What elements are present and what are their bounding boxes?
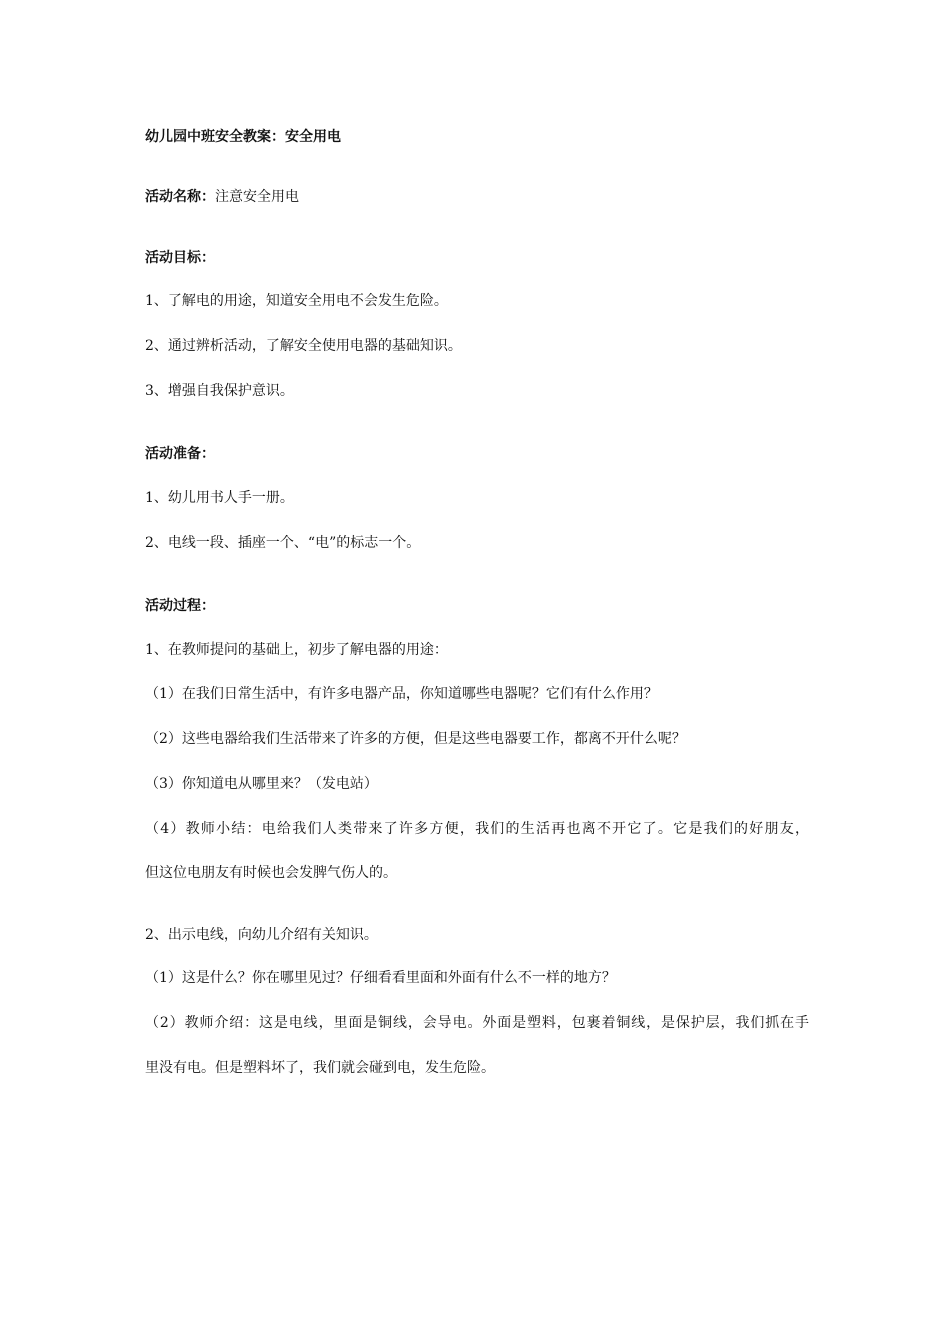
process-summary-continued: 但这位电朋友有时候也会发脾气伤人的。 — [145, 865, 397, 881]
goal-item: 3、增强自我保护意识。 — [145, 383, 294, 399]
prep-item: 2、电线一段、插座一个、“电”的标志一个。 — [145, 535, 421, 551]
process-question: （1）这是什么？你在哪里见过？仔细看看里面和外面有什么不一样的地方？ — [145, 970, 616, 986]
process-question: （2）这些电器给我们生活带来了许多的方便，但是这些电器要工作，都离不开什么呢？ — [145, 731, 686, 747]
process-question: （3）你知道电从哪里来？（发电站） — [145, 776, 378, 792]
prep-item: 1、幼儿用书人手一册。 — [145, 490, 294, 506]
process-step: 1、在教师提问的基础上，初步了解电器的用途： — [145, 642, 448, 658]
process-heading: 活动过程： — [145, 598, 215, 614]
process-introduction-continued: 里没有电。但是塑料坏了，我们就会碰到电，发生危险。 — [145, 1060, 495, 1076]
goals-heading: 活动目标： — [145, 250, 215, 266]
document-title: 幼儿园中班安全教案：安全用电 — [145, 129, 341, 145]
goal-item: 1、了解电的用途，知道安全用电不会发生危险。 — [145, 293, 448, 309]
goal-item: 2、通过辨析活动，了解安全使用电器的基础知识。 — [145, 338, 462, 354]
process-question: （1）在我们日常生活中，有许多电器产品，你知道哪些电器呢？它们有什么作用？ — [145, 686, 658, 702]
activity-name-line — [145, 187, 299, 207]
prep-heading: 活动准备： — [145, 446, 215, 462]
process-step: 2、出示电线，向幼儿介绍有关知识。 — [145, 927, 378, 943]
activity-name-value: 注意安全用电 — [215, 189, 299, 205]
process-introduction: （2）教师介绍：这是电线，里面是铜线，会导电。外面是塑料，包裹着铜线，是保护层，我们抓在手 — [145, 1015, 809, 1031]
activity-name-label: 活动名称： — [145, 189, 215, 205]
process-summary: （4）教师小结：电给我们人类带来了许多方便，我们的生活再也离不开它了。它是我们的好朋友， — [145, 821, 809, 837]
